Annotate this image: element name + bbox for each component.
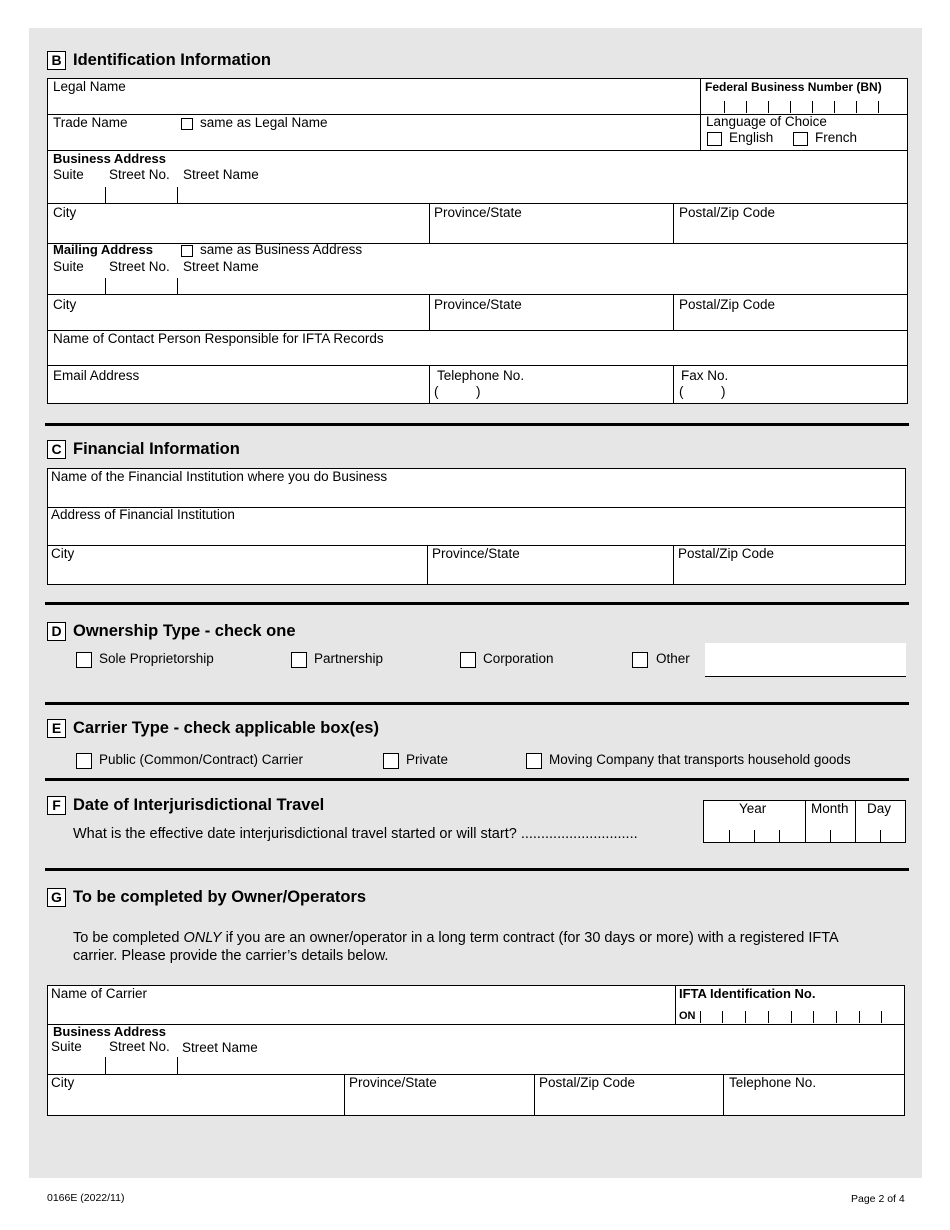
postal-label: Postal/Zip Code	[679, 205, 776, 220]
trade-name-label: Trade Name	[53, 115, 128, 130]
institution-province-label: Province/State	[432, 546, 520, 561]
section-g-title: To be completed by Owner/Operators	[73, 888, 367, 906]
institution-address-label: Address of Financial Institution	[51, 507, 235, 522]
owner-operator-intro-line2: carrier. Please provide the carrier’s details below.	[73, 948, 389, 964]
section-g-letter: G	[47, 888, 66, 907]
institution-city-label: City	[51, 546, 75, 561]
province-label: Province/State	[434, 205, 522, 220]
fax-label: Fax No.	[681, 368, 729, 383]
carrier-postal-label: Postal/Zip Code	[539, 1075, 636, 1090]
section-divider	[45, 868, 909, 871]
section-d-letter: D	[47, 622, 66, 641]
mailing-street-name-label: Street Name	[183, 259, 259, 274]
section-e-title: Carrier Type - check applicable box(es)	[73, 719, 379, 737]
telephone-label: Telephone No.	[437, 368, 525, 383]
partnership-label: Partnership	[314, 651, 384, 666]
ifta-id-label: IFTA Identification No.	[679, 986, 816, 1001]
french-label: French	[815, 130, 858, 145]
section-c-letter: C	[47, 440, 66, 459]
carrier-telephone-label: Telephone No.	[729, 1075, 817, 1090]
carrier-name-label: Name of Carrier	[51, 986, 148, 1001]
mailing-postal-label: Postal/Zip Code	[679, 297, 776, 312]
month-label: Month	[811, 801, 849, 816]
ifta-province-prefix: ON	[679, 1010, 696, 1022]
mailing-street-no-label: Street No.	[109, 259, 170, 274]
private-carrier-checkbox[interactable]	[383, 753, 399, 769]
mailing-address-label: Mailing Address	[53, 242, 153, 257]
same-as-business-checkbox[interactable]	[181, 245, 193, 257]
carrier-table	[47, 985, 905, 1116]
day-label: Day	[867, 801, 892, 816]
section-divider	[45, 423, 909, 426]
institution-name-label: Name of the Financial Institution where you do Business	[51, 469, 388, 484]
street-name-label: Street Name	[183, 167, 259, 182]
section-f-title: Date of Interjurisdictional Travel	[73, 796, 325, 814]
street-no-label: Street No.	[109, 167, 170, 182]
public-carrier-label: Public (Common/Contract) Carrier	[99, 752, 304, 767]
french-checkbox[interactable]	[793, 132, 808, 146]
section-divider	[45, 702, 909, 705]
mailing-suite-label: Suite	[53, 259, 84, 274]
same-as-business-label: same as Business Address	[200, 242, 363, 257]
carrier-province-label: Province/State	[349, 1075, 437, 1090]
telephone-area-code[interactable]: ( )	[434, 384, 481, 399]
corporation-checkbox[interactable]	[460, 652, 476, 668]
english-checkbox[interactable]	[707, 132, 722, 146]
public-carrier-checkbox[interactable]	[76, 753, 92, 769]
email-label: Email Address	[53, 368, 140, 383]
private-carrier-label: Private	[406, 752, 449, 767]
carrier-street-name-label: Street Name	[182, 1040, 258, 1055]
section-divider	[45, 602, 909, 605]
bn-label: Federal Business Number (BN)	[705, 80, 882, 94]
business-address-label: Business Address	[53, 151, 166, 166]
carrier-business-address-label: Business Address	[53, 1024, 166, 1039]
mailing-province-label: Province/State	[434, 297, 522, 312]
other-checkbox[interactable]	[632, 652, 648, 668]
carrier-suite-label: Suite	[51, 1039, 82, 1054]
legal-name-label: Legal Name	[53, 79, 126, 94]
form-code: 0166E (2022/11)	[47, 1192, 125, 1204]
section-b-title: Identification Information	[73, 51, 271, 69]
section-b-letter: B	[47, 51, 66, 70]
same-as-legal-checkbox[interactable]	[181, 118, 193, 130]
mailing-city-label: City	[53, 297, 77, 312]
fax-area-code[interactable]: ( )	[679, 384, 726, 399]
other-label: Other	[656, 651, 690, 666]
partnership-checkbox[interactable]	[291, 652, 307, 668]
same-as-legal-label: same as Legal Name	[200, 115, 328, 130]
suite-label: Suite	[53, 167, 84, 182]
section-e-letter: E	[47, 719, 66, 738]
sole-proprietorship-checkbox[interactable]	[76, 652, 92, 668]
moving-company-label: Moving Company that transports household goods	[549, 752, 851, 767]
carrier-city-label: City	[51, 1075, 75, 1090]
sole-proprietorship-label: Sole Proprietorship	[99, 651, 214, 666]
section-d-title: Ownership Type - check one	[73, 622, 296, 640]
moving-company-checkbox[interactable]	[526, 753, 542, 769]
language-label: Language of Choice	[706, 114, 827, 129]
year-label: Year	[739, 801, 767, 816]
section-c-title: Financial Information	[73, 440, 240, 458]
carrier-street-no-label: Street No.	[109, 1039, 170, 1054]
other-specify-input[interactable]	[705, 643, 906, 677]
page-number: Page 2 of 4	[851, 1193, 905, 1205]
section-f-letter: F	[47, 796, 66, 815]
english-label: English	[729, 130, 774, 145]
travel-date-question: What is the effective date interjurisdictional travel started or will start? .............................	[73, 826, 638, 842]
contact-person-label: Name of Contact Person Responsible for IFTA Records	[53, 331, 384, 346]
owner-operator-intro: To be completed ONLY if you are an owner/operator in a long term contract (for 30 days or more) with a registered IFTA	[73, 930, 839, 946]
institution-postal-label: Postal/Zip Code	[678, 546, 775, 561]
section-divider	[45, 778, 909, 781]
financial-table	[47, 468, 906, 585]
corporation-label: Corporation	[483, 651, 554, 666]
city-label: City	[53, 205, 77, 220]
